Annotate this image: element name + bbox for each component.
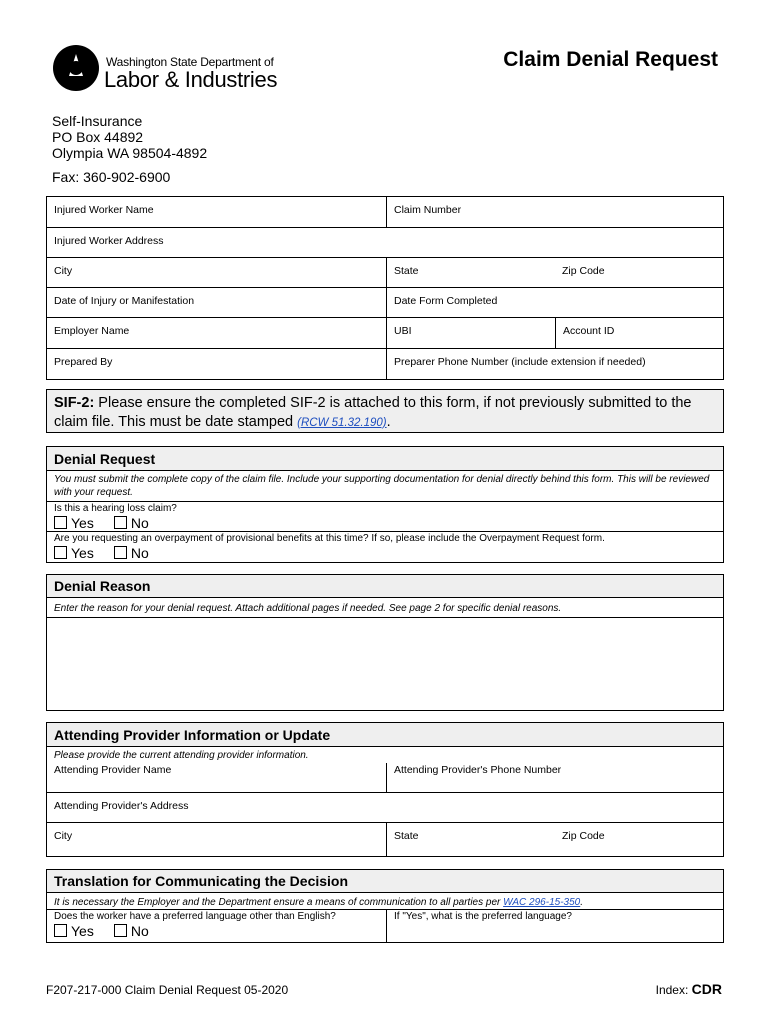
denial-request-section	[46, 446, 724, 563]
preferred-language-yes-checkbox[interactable]	[54, 924, 67, 937]
overpayment-yes-label: Yes	[71, 544, 94, 561]
zip-code-field[interactable]: Zip Code	[562, 265, 605, 277]
hearing-loss-label: Is this a hearing loss claim?	[54, 503, 177, 514]
translation-note-text: It is necessary the Employer and the Department ensure a means of communication to all parties per	[54, 897, 504, 908]
attending-provider-note: Please provide the current attending provider information.	[54, 750, 309, 761]
wac-link[interactable]: WAC 296-15-350	[503, 897, 581, 908]
provider-phone-field[interactable]: Attending Provider's Phone Number	[386, 763, 723, 792]
provider-name-field[interactable]: Attending Provider Name	[54, 764, 172, 776]
hearing-loss-no-label: No	[130, 514, 149, 531]
rcw-link[interactable]: (RCW 51.32.190)	[297, 417, 387, 429]
overpayment-no-label: No	[130, 544, 149, 561]
ubi-field[interactable]: UBI	[386, 318, 555, 348]
injured-worker-address-field[interactable]: Injured Worker Address	[54, 235, 164, 247]
preferred-language-label: Does the worker have a preferred language other than English?	[54, 911, 336, 922]
agency-name-line1: Washington State Department of	[106, 55, 274, 69]
fax-number: Fax: 360-902-6900	[52, 169, 171, 185]
overpayment-yes-checkbox[interactable]	[54, 546, 67, 559]
preparer-phone-field[interactable]: Preparer Phone Number (include extension if needed)	[386, 349, 723, 379]
address-line1: Self-Insurance	[52, 113, 143, 129]
injured-worker-name-field[interactable]: Injured Worker Name	[54, 204, 154, 216]
hearing-loss-question	[47, 501, 723, 531]
attending-provider-section	[46, 722, 724, 857]
form-id: F207-217-000 Claim Denial Request 05-2020	[46, 983, 289, 997]
provider-address-field[interactable]: Attending Provider's Address	[54, 800, 189, 812]
attending-provider-title: Attending Provider Information or Update	[47, 723, 723, 747]
index-value: CDR	[691, 981, 722, 997]
preferred-language-yes-label: Yes	[71, 922, 94, 939]
claim-number-field[interactable]: Claim Number	[386, 197, 723, 227]
denial-reason-textarea[interactable]	[47, 618, 723, 710]
provider-city-field[interactable]: City	[54, 830, 73, 842]
city-field[interactable]: City	[54, 265, 73, 277]
provider-zip-field[interactable]: Zip Code	[562, 830, 605, 842]
preferred-language-no-label: No	[130, 922, 149, 939]
denial-request-note: You must submit the complete copy of the claim file. Include your supporting documentation for denial directly behind this form. This will be reviewed with your request.	[54, 474, 710, 498]
overpayment-no-checkbox[interactable]	[114, 546, 127, 559]
denial-reason-section	[46, 574, 724, 711]
overpayment-label: Are you requesting an overpayment of provisional benefits at this time? If so, please include the Overpayment Request form.	[54, 533, 605, 544]
hearing-loss-no-checkbox[interactable]	[114, 516, 127, 529]
employer-name-field[interactable]: Employer Name	[54, 325, 130, 337]
denial-reason-note: Enter the reason for your denial request. Attach additional pages if needed. See page 2 for specific denial reasons.	[47, 598, 723, 618]
address-line2: PO Box 44892	[52, 129, 144, 145]
translation-note	[47, 893, 723, 910]
sif2-period: .	[386, 414, 391, 430]
translation-section	[46, 869, 724, 943]
form-index	[656, 981, 722, 997]
overpayment-question	[47, 531, 723, 562]
account-id-field[interactable]: Account ID	[555, 318, 723, 348]
prepared-by-field[interactable]: Prepared By	[54, 356, 113, 368]
address-line3: Olympia WA 98504-4892	[52, 145, 208, 161]
lni-logo-icon	[52, 44, 100, 92]
preferred-language-question	[47, 910, 386, 942]
hearing-loss-yes-label: Yes	[71, 514, 94, 531]
sif2-text: Please ensure the completed SIF-2 is attached to this form, if not previously submitted to the claim file. This must be date stamped	[54, 395, 692, 430]
preferred-language-no-checkbox[interactable]	[114, 924, 127, 937]
date-of-injury-field[interactable]: Date of Injury or Manifestation	[54, 295, 195, 307]
provider-state-field[interactable]: State	[386, 823, 555, 856]
translation-title: Translation for Communicating the Decision	[47, 870, 723, 893]
index-label: Index:	[655, 983, 692, 997]
date-form-completed-field[interactable]: Date Form Completed	[386, 288, 723, 317]
form-title: Claim Denial Request	[503, 48, 718, 71]
sif2-notice	[46, 389, 724, 433]
agency-name-line2: Labor & Industries	[104, 67, 278, 92]
translation-note-end: .	[580, 897, 583, 908]
state-field[interactable]: State	[386, 258, 555, 287]
denial-reason-title: Denial Reason	[47, 575, 723, 598]
sif2-label: SIF-2:	[54, 395, 95, 411]
claim-info-grid	[46, 196, 724, 380]
denial-request-title: Denial Request	[47, 447, 723, 471]
preferred-language-field[interactable]: If "Yes", what is the preferred language?	[386, 910, 723, 942]
hearing-loss-yes-checkbox[interactable]	[54, 516, 67, 529]
